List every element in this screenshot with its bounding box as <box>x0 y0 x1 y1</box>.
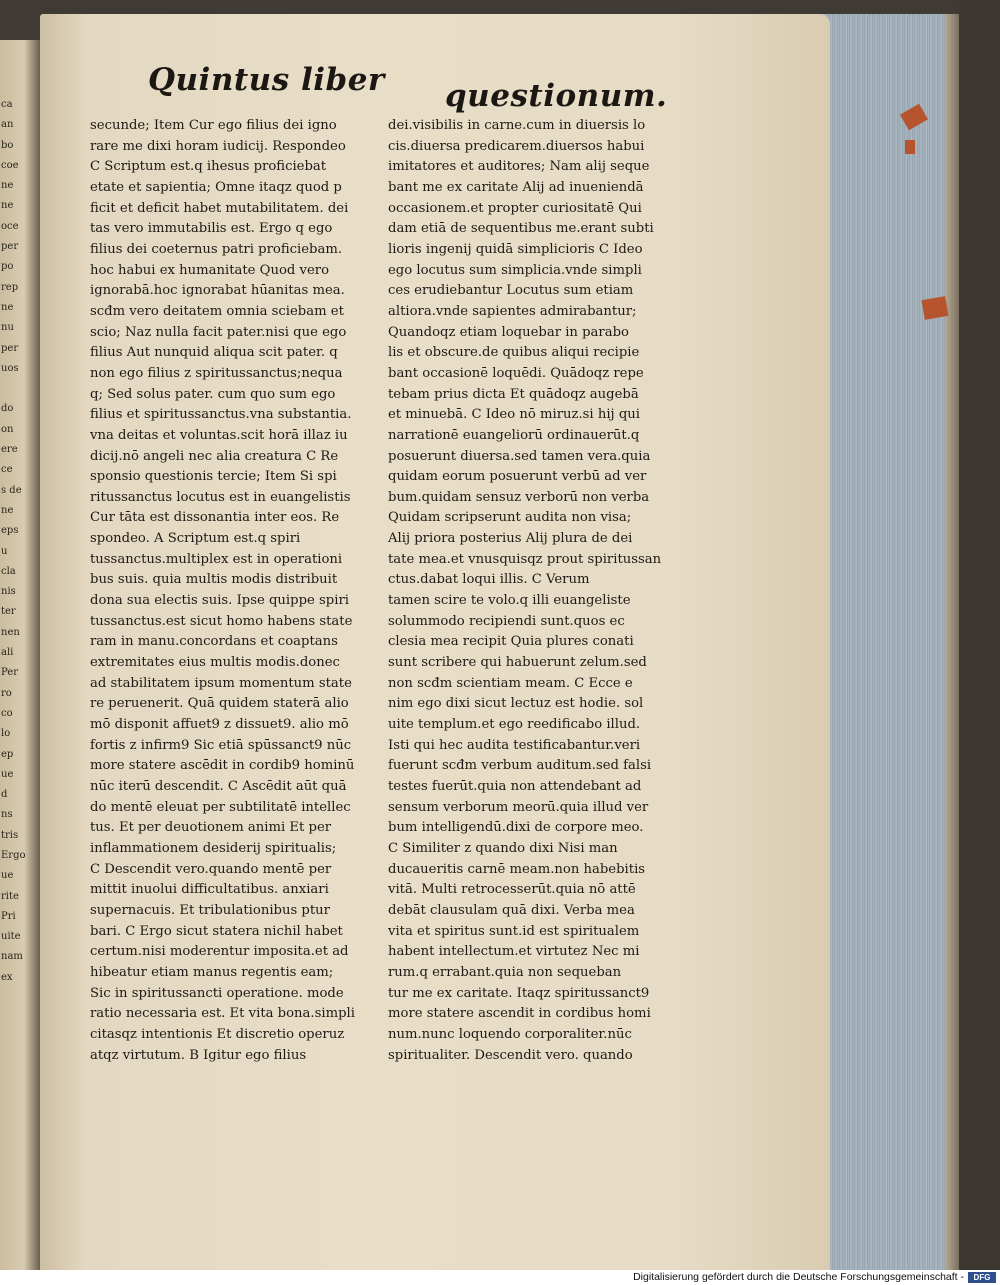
text-line: non scđm scientiam meam. C Ecce e <box>388 675 633 691</box>
text-line: tussanctus.multiplex est in operationi <box>90 551 343 567</box>
text-line: per <box>1 342 19 354</box>
text-line: lo <box>1 728 11 740</box>
text-line: nam <box>1 951 23 963</box>
text-line: rep <box>1 281 19 293</box>
text-line: tur me ex caritate. Itaqz spiritussanct9 <box>388 985 650 1001</box>
text-line: mō disponit affuet9 z dissuet9. alio mō <box>90 717 349 733</box>
text-line <box>1 379 23 399</box>
text-column-right <box>388 116 660 1066</box>
text-line: do mentē eleuat per subtilitatē intellec <box>90 799 351 815</box>
text-line: imitatores et auditores; Nam alij seque <box>388 159 650 175</box>
text-line: fortis z infirm9 Sic etiā spūssanct9 nūc <box>90 737 352 753</box>
text-line: Isti qui hec audita testificabantur.veri <box>388 737 641 753</box>
text-line: C Descendit vero.quando mentē per <box>90 861 332 877</box>
text-line: q; Sed solus pater. cum quo sum ego <box>90 386 336 402</box>
text-line: etate et sapientia; Omne itaqz quod p <box>90 179 342 195</box>
text-line: fuerunt scđm verbum auditum.sed falsi <box>388 758 652 774</box>
text-line: oce <box>1 220 19 232</box>
text-line: vitā. Multi retrocesserūt.quia nō attē <box>388 882 636 898</box>
text-line: C Scriptum est.q ihesus proficiebat <box>90 159 327 175</box>
text-line: certum.nisi moderentur imposita.et ad <box>90 944 349 960</box>
text-line: more statere ascēdit in cordib9 hominū <box>90 758 355 774</box>
text-line: filius Aut nunquid aliqua scit pater. q <box>90 345 338 361</box>
text-line: uite templum.et ego reedificabo illud. <box>388 717 641 733</box>
text-line: dicij.nō angeli nec alia creatura C Re <box>90 448 339 464</box>
text-line: ratio necessaria est. Et vita bona.simpli <box>90 1006 355 1022</box>
text-line: testes fuerūt.quia non attendebant ad <box>388 779 642 794</box>
text-column-left <box>90 116 372 1066</box>
text-line: cla <box>1 565 16 577</box>
text-line: Per <box>1 667 18 679</box>
text-line: u <box>1 545 8 557</box>
text-line: nūc iterū descendit. C Ascēdit aūt quā <box>90 779 347 794</box>
text-line: per <box>1 241 19 253</box>
text-line: bus suis. quia multis modis distribuit <box>90 572 338 588</box>
text-line: ducaueritis carnē meam.non habebitis <box>388 861 646 877</box>
text-line: spondeo. A Scriptum est.q spiri <box>90 531 301 547</box>
text-line: ep <box>1 748 14 760</box>
book-edge-shadow <box>945 14 959 1270</box>
text-line: po <box>1 261 14 273</box>
text-line: vita et spiritus sunt.id est spiritualem <box>388 923 640 939</box>
text-line: bant me ex caritate Alij ad inueniendā <box>388 179 644 195</box>
text-line: rite <box>1 890 19 902</box>
text-line: Cur tāta est dissonantia inter eos. Re <box>90 510 340 526</box>
running-head-left: Quintus liber <box>148 62 385 98</box>
text-line: rare me dixi horam iudicij. Respondeo <box>90 138 346 154</box>
text-line: ter <box>1 606 16 618</box>
text-line: filius et spiritussanctus.vna substantia. <box>90 407 352 423</box>
text-line: eps <box>1 525 19 537</box>
text-line: ficit et deficit habet mutabilitatem. dei <box>90 200 349 216</box>
text-line: re peruenerit. Quā quidem staterā alio <box>90 696 349 712</box>
text-line: Sic in spiritussancti operatione. mode <box>90 985 344 1001</box>
text-line: ce <box>1 464 13 476</box>
text-line: debāt clausulam quā dixi. Verba mea <box>388 902 635 918</box>
running-head-right: questionum. <box>445 78 668 114</box>
text-line: inflammationem desiderij spiritualis; <box>90 840 337 856</box>
text-line: ne <box>1 180 14 192</box>
text-line: ro <box>1 687 12 699</box>
text-line: dona sua electis suis. Ipse quippe spiri <box>90 593 349 609</box>
book-fore-edge <box>815 14 955 1270</box>
text-line: nis <box>1 586 16 598</box>
text-line: scio; Naz nulla facit pater.nisi que ego <box>90 324 347 340</box>
text-line: scđm vero deitatem omnia sciebam et <box>90 303 344 319</box>
funding-credit: Digitalisierung gefördert durch die Deutsche Forschungsgemeinschaft - <box>633 1271 964 1283</box>
text-line: ne <box>1 200 14 212</box>
text-line: tebam prius dicta Et quādoqz augebā <box>388 386 639 402</box>
text-line: bari. C Ergo sicut statera nichil habet <box>90 923 343 939</box>
scan-right-border <box>959 0 1000 1270</box>
text-line: filius dei coeternus patri proficiebam. <box>90 241 343 257</box>
text-line: ali <box>1 647 14 659</box>
text-line: Ergo <box>1 849 26 861</box>
text-line: et minuebā. C Ideo nō miruz.si hij qui <box>388 407 640 423</box>
text-line: citasqz intentionis Et discretio operuz <box>90 1026 345 1042</box>
footer-bar <box>0 1270 1000 1285</box>
text-line: ex <box>1 971 13 983</box>
text-line: tamen scire te volo.q illi euangeliste <box>388 593 631 609</box>
text-line: ad stabilitatem ipsum momentum state <box>90 675 352 691</box>
text-line: tris <box>1 829 19 841</box>
dfg-logo: DFG <box>968 1272 996 1283</box>
text-line: Quandoqz etiam loquebar in parabo <box>388 324 629 340</box>
text-line: sponsio questionis tercie; Item Si spi <box>90 469 337 485</box>
text-line: hoc habui ex humanitate Quod vero <box>90 262 330 278</box>
text-line: extremitates eius multis modis.donec <box>90 655 340 671</box>
tab-mark <box>921 296 948 320</box>
text-line: vna deitas et voluntas.scit horā illaz iu <box>90 427 348 443</box>
text-line: lis et obscure.de quibus aliqui recipie <box>388 345 640 361</box>
text-line: Alij priora posterius Alij plura de dei <box>388 531 633 547</box>
text-line: Quidam scripserunt audita non visa; <box>388 510 632 526</box>
text-line: ces erudiebantur Locutus sum etiam <box>388 283 634 299</box>
text-line: clesia mea recipit Quia plures conati <box>388 634 634 650</box>
text-line: hibeatur etiam manus regentis eam; <box>90 964 334 980</box>
text-line: supernacuis. Et tribulationibus ptur <box>90 902 330 918</box>
text-line: on <box>1 423 14 435</box>
text-line: ca <box>1 99 13 110</box>
text-line: bo <box>1 139 14 151</box>
text-line: ne <box>1 504 14 516</box>
text-line: do <box>1 403 14 415</box>
text-line: tas vero immutabilis est. Ergo q ego <box>90 221 333 237</box>
text-line: ctus.dabat loqui illis. C Verum <box>388 572 590 588</box>
text-line: tate mea.et vnusquisqz prout spiritussan <box>388 551 662 567</box>
text-line: co <box>1 707 13 719</box>
text-line: atqz virtutum. B Igitur ego filius <box>90 1047 307 1063</box>
text-line: mittit inuolui difficultatibus. anxiari <box>90 882 329 898</box>
text-line: ritussanctus locutus est in euangelistis <box>90 489 351 505</box>
text-line: d <box>1 789 8 801</box>
text-line: more statere ascendit in cordibus homi <box>388 1006 651 1022</box>
text-line: nu <box>1 322 14 334</box>
text-line: occasionem.et propter curiositatē Qui <box>388 200 642 216</box>
text-line: spiritualiter. Descendit vero. quando <box>388 1047 633 1063</box>
left-page-fragments <box>1 95 26 988</box>
text-line: uite <box>1 931 21 943</box>
text-line: rum.q errabant.quia non sequeban <box>388 964 622 980</box>
text-line: narrationē euangeliorū ordinauerūt.q <box>388 427 640 443</box>
text-line: ne <box>1 301 14 313</box>
text-line: Pri <box>1 910 16 922</box>
text-line: num.nunc loquendo corporaliter.nūc <box>388 1026 632 1042</box>
text-line: quidam eorum posuerunt verbū ad ver <box>388 469 647 485</box>
text-line: nen <box>1 626 20 638</box>
text-line: tussanctus.est sicut homo habens state <box>90 613 353 629</box>
text-line: nim ego dixi sicut lectuz est hodie. sol <box>388 696 644 712</box>
text-line: ns <box>1 809 13 821</box>
text-line: posuerunt diuersa.sed tamen vera.quia <box>388 448 651 464</box>
left-facing-page <box>0 40 40 1270</box>
text-line: non ego filius z spiritussanctus;nequa <box>90 365 343 381</box>
text-line: ue <box>1 870 14 882</box>
text-line: dam etiā de sequentibus me.erant subti <box>388 221 654 237</box>
text-line: bum intelligendū.dixi de corpore meo. <box>388 820 644 836</box>
text-line: cis.diuersa predicarem.diuersos habui <box>388 138 645 154</box>
text-line: tus. Et per deuotionem animi Et per <box>90 820 332 836</box>
text-line: an <box>1 119 14 131</box>
text-line: dei.visibilis in carne.cum in diuersis lo <box>388 118 646 133</box>
text-line: bum.quidam sensuz verborū non verba <box>388 489 650 505</box>
text-line: altiora.vnde sapientes admirabantur; <box>388 303 637 319</box>
text-line: secunde; Item Cur ego filius dei igno <box>90 118 337 133</box>
text-line: sunt scribere qui habuerunt zelum.sed <box>388 655 647 671</box>
text-line: ue <box>1 768 14 780</box>
text-line: ere <box>1 444 18 456</box>
text-line: coe <box>1 159 19 171</box>
text-line: s de <box>1 484 22 496</box>
text-line: ram in manu.concordans et coaptans <box>90 634 338 650</box>
text-line: ignorabā.hoc ignorabat hūanitas mea. <box>90 283 345 299</box>
text-line: habent intellectum.et virtutez Nec mi <box>388 944 640 960</box>
text-line: lioris ingenij quidā simplicioris C Ideo <box>388 241 643 257</box>
text-line: uos <box>1 362 19 374</box>
text-line: sensum verborum meorū.quia illud ver <box>388 799 649 815</box>
text-line: solummodo recipiendi sunt.quos ec <box>388 613 625 629</box>
text-line: ego locutus sum simplicia.vnde simpli <box>388 262 642 278</box>
tab-mark <box>905 140 915 154</box>
text-line: bant occasionē loquēdi. Quādoqz repe <box>388 365 644 381</box>
text-line: C Similiter z quando dixi Nisi man <box>388 840 618 856</box>
